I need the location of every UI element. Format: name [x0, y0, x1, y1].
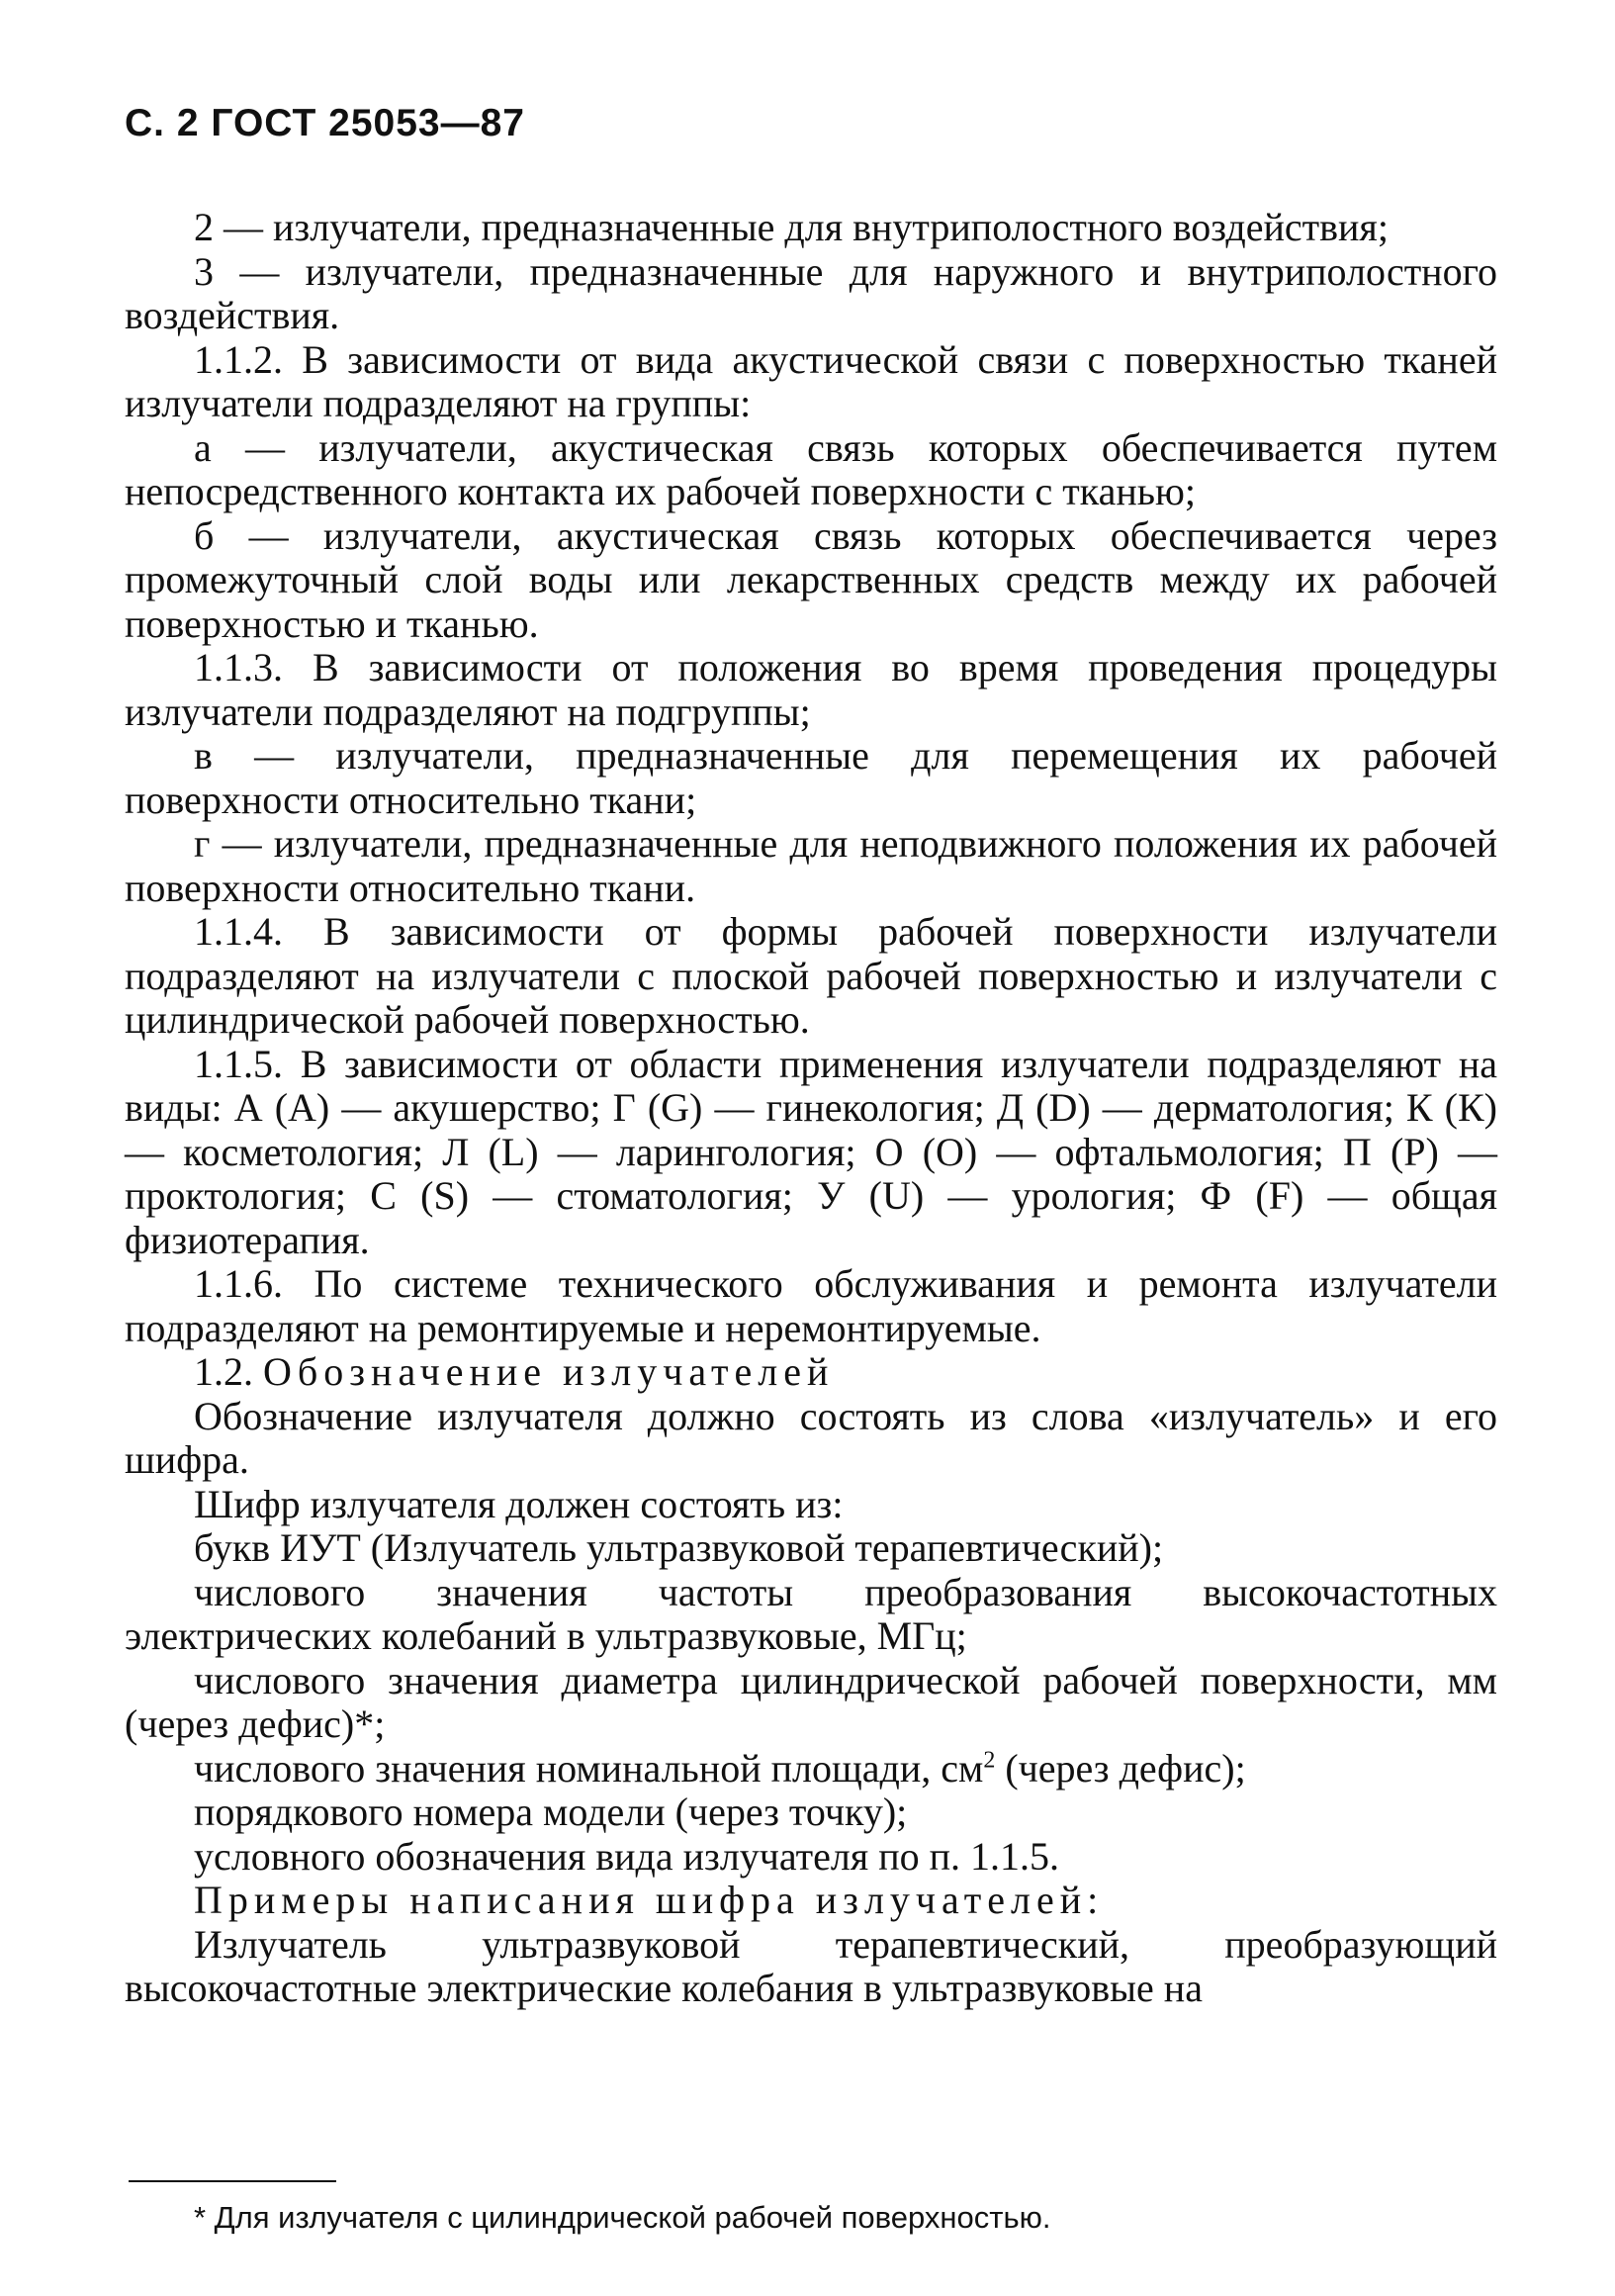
- document-body: [125, 206, 1497, 2011]
- paragraph-code-diameter: числового значения диаметра цилиндрической рабочей поверхности, мм (через дефис)*;: [125, 1657, 1497, 1746]
- paragraph-designation: Обозначение излучателя должно состоять из слова «излучатель» и его шифра.: [125, 1393, 1497, 1482]
- paragraph-1-1-5: 1.1.5. В зависимости от области применения излучатели подразделяют на виды: А (А) — акушерство; Г (G) — гинекология; Д (D) — дерматология; К (К) — косметология; Л (L) — ларингология; О (О) — офтальмология; П (Р) — проктология; С (S) — стоматология; У (U) — урология; Ф (F) — общая физиотерапия.: [125, 1041, 1497, 1262]
- footnote-divider: [129, 2180, 336, 2182]
- paragraph-1-1-6: 1.1.6. По системе технического обслуживания и ремонта излучатели подразделяют на ремонтируемые и неремонтируемые.: [125, 1261, 1497, 1350]
- paragraph-code-frequency: числового значения частоты преобразования высокочастотных электрических колебаний в ультразвуковые, МГц;: [125, 1569, 1497, 1658]
- paragraph-item-2: 2 — излучатели, предназначенные для внутриполостного воздействия;: [194, 205, 1389, 249]
- section-1-2-heading: [125, 1350, 1497, 1395]
- paragraph-example: Излучатель ультразвуковой терапевтический, преобразующий высокочастотные электрические колебания в ультразвуковые на: [125, 1921, 1497, 2010]
- section-1-2-number: 1.2.: [194, 1349, 253, 1394]
- paragraph-group-b: б — излучатели, акустическая связь которых обеспечивается через промежуточный слой воды или лекарственных средств между их рабочей поверхностью и тканью.: [125, 512, 1497, 646]
- paragraph-code-area: [125, 1747, 1497, 1791]
- paragraph-1-1-3: 1.1.3. В зависимости от положения во время проведения процедуры излучатели подразделяют на подгруппы;: [125, 645, 1497, 734]
- area-text: числового значения номинальной площади, см: [194, 1745, 984, 1791]
- paragraph-code-model: порядкового номера модели (через точку);: [194, 1790, 908, 1834]
- paragraph-group-a: а — излучатели, акустическая связь которых обеспечивается путем непосредственного контакта их рабочей поверхности с тканью;: [125, 424, 1497, 513]
- page-header: С. 2 ГОСТ 25053—87: [125, 102, 525, 144]
- paragraph-code-composition: Шифр излучателя должен состоять из:: [194, 1481, 844, 1526]
- examples-heading: Примеры написания шифра излучателей:: [194, 1878, 1105, 1922]
- section-1-2-title: Обозначение излучателей: [263, 1349, 835, 1394]
- paragraph-subgroup-g: г — излучатели, предназначенные для неподвижного положения их рабочей поверхности относительно ткани.: [125, 821, 1497, 910]
- paragraph-code-type: условного обозначения вида излучателя по п. 1.1.5.: [194, 1833, 1060, 1879]
- area-text-after: (через дефис);: [995, 1745, 1246, 1791]
- area-superscript: 2: [983, 1747, 996, 1774]
- paragraph-code-letters: букв ИУТ (Излучатель ультразвуковой терапевтический);: [194, 1525, 1164, 1570]
- footnote: * Для излучателя с цилиндрической рабочей поверхностью.: [194, 2200, 1051, 2235]
- paragraph-subgroup-v: в — излучатели, предназначенные для перемещения их рабочей поверхности относительно ткани;: [125, 733, 1497, 822]
- paragraph-1-1-4: 1.1.4. В зависимости от формы рабочей поверхности излучатели подразделяют на излучатели с плоской рабочей поверхностью и излучатели с цилиндрической рабочей поверхностью.: [125, 909, 1497, 1042]
- paragraph-item-3: 3 — излучатели, предназначенные для наружного и внутриполостного воздействия.: [125, 248, 1497, 337]
- paragraph-1-1-2: 1.1.2. В зависимости от вида акустической связи с поверхностью тканей излучатели подразделяют на группы:: [125, 336, 1497, 425]
